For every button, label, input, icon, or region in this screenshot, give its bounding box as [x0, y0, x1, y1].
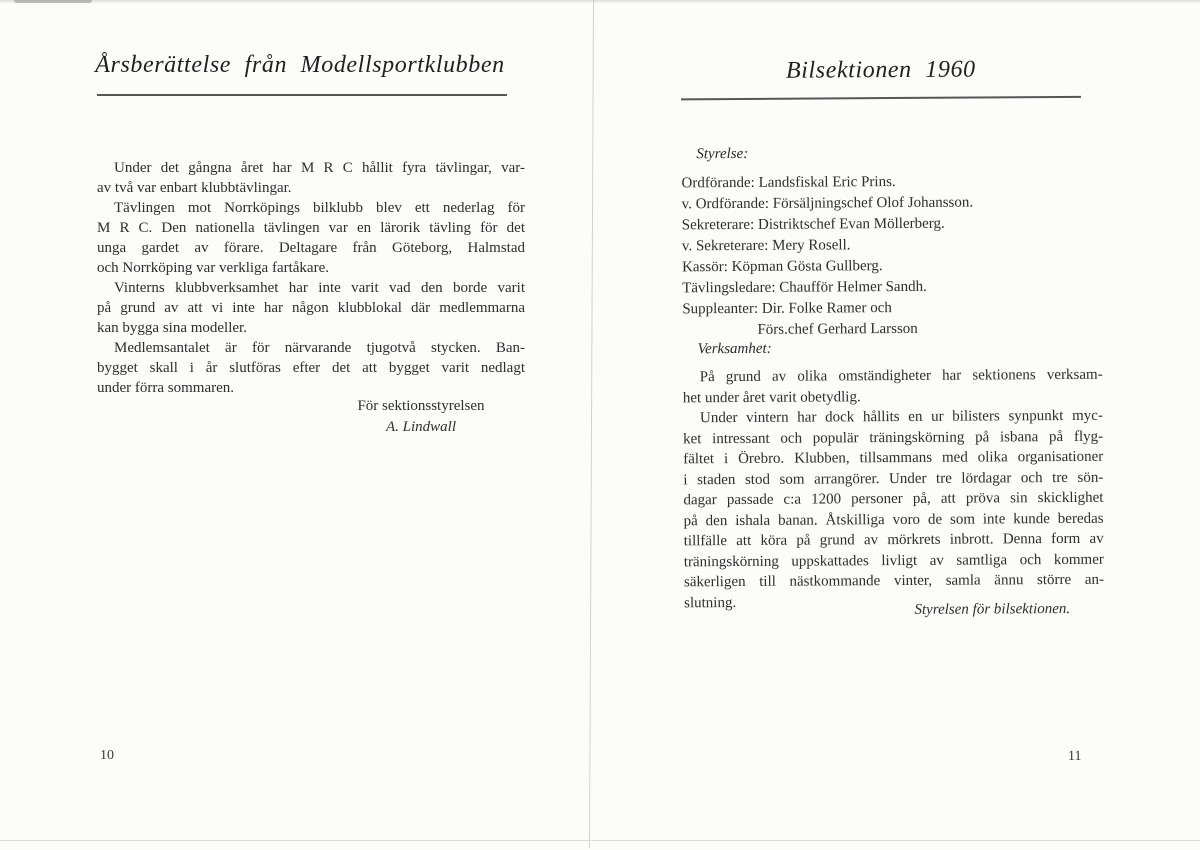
page-title-right: Bilsektionen 1960 — [785, 56, 976, 84]
page-number-left: 10 — [100, 748, 114, 763]
paragraph: Medlemsantalet är för närvarande tjugotvå stycken. Ban- bygget skall i år slutföras efter det att bygget varit nedlagt under förra sommaren. — [97, 340, 525, 396]
scan-page-right — [600, 0, 1200, 848]
scan-page-left — [0, 0, 600, 848]
paragraph: Under vintern har dock hållits en ur bilisters synpunkt myc- ket intressant och populär träningskörning på isbana på flyg- fältet i Örebro. Klubben, tillsammans med olika organisationer i staden stod som arrangörer. Under tre lördagar och tre sön- dagar passade c:a 1200 personer på, att pröva sin skicklighet på den ishala banan. Åtskilliga voro de som inte kunde beredas tillfälle att köra på grund av mörkrets inbrott. Denna form av träningskörning uppskattades livligt av samtliga och kommer säkerligen till nästkommande vinter, samla ännu större an- slutning. — [683, 407, 1105, 611]
paragraph: Under det gångna året har M R C hållit fyra tävlingar, var- av två var enbart klubbtävlingar. — [97, 160, 525, 196]
scan-top-edge-smudge — [14, 0, 92, 3]
heading-rule-right — [681, 96, 1081, 100]
paragraph: På grund av olika omständigheter har sektionens verksam- het under året varit obetydlig. — [682, 366, 1103, 406]
page-bottom-edge-line — [0, 840, 1200, 841]
scan-top-edge-shadow — [0, 0, 1200, 4]
signature-role: För sektionsstyrelsen — [357, 398, 485, 414]
signature-name: A. Lindwall — [385, 419, 456, 435]
page-number-right: 11 — [1067, 748, 1082, 764]
paragraph: Vinterns klubbverksamhet har inte varit vad den borde varit på grund av att vi inte har någon klubblokal där medlemmarna kan bygga sina modeller. — [97, 280, 525, 336]
body-text-left — [97, 158, 525, 398]
board-section-label: Styrelse: — [696, 145, 749, 163]
body-text-right — [683, 365, 1104, 614]
signature-block-left — [300, 396, 542, 438]
page-title-left: Årsberättelse från Modellsportklubben — [95, 52, 505, 78]
paragraph: Tävlingen mot Norrköpings bilklubb blev ett nederlag för M R C. Den nationella tävlingen var en lärorik tävling för det unga gardet av förare. Deltagare från Göteborg, Halmstad och Norrköping var verkliga fartåkare. — [97, 200, 525, 276]
activity-section-label: Verksamhet: — [697, 340, 772, 358]
signature-block-right: Styrelsen för bilsektionen. — [914, 600, 1071, 618]
heading-rule-left — [97, 94, 507, 96]
board-list: Ordförande: Landsfiskal Eric Prins. v. Ordförande: Försäljningschef Olof Johansson. Sekreterare: Distriktschef Evan Möllerberg. v. Sekreterare: Mery Rosell. Kassör: Köpman Gösta Gullberg. Tävlingsledare: Chaufför Helmer Sandh. Suppleanter: Dir. Folke Ramer och Förs.chef Gerhard Larsson — [681, 174, 974, 339]
